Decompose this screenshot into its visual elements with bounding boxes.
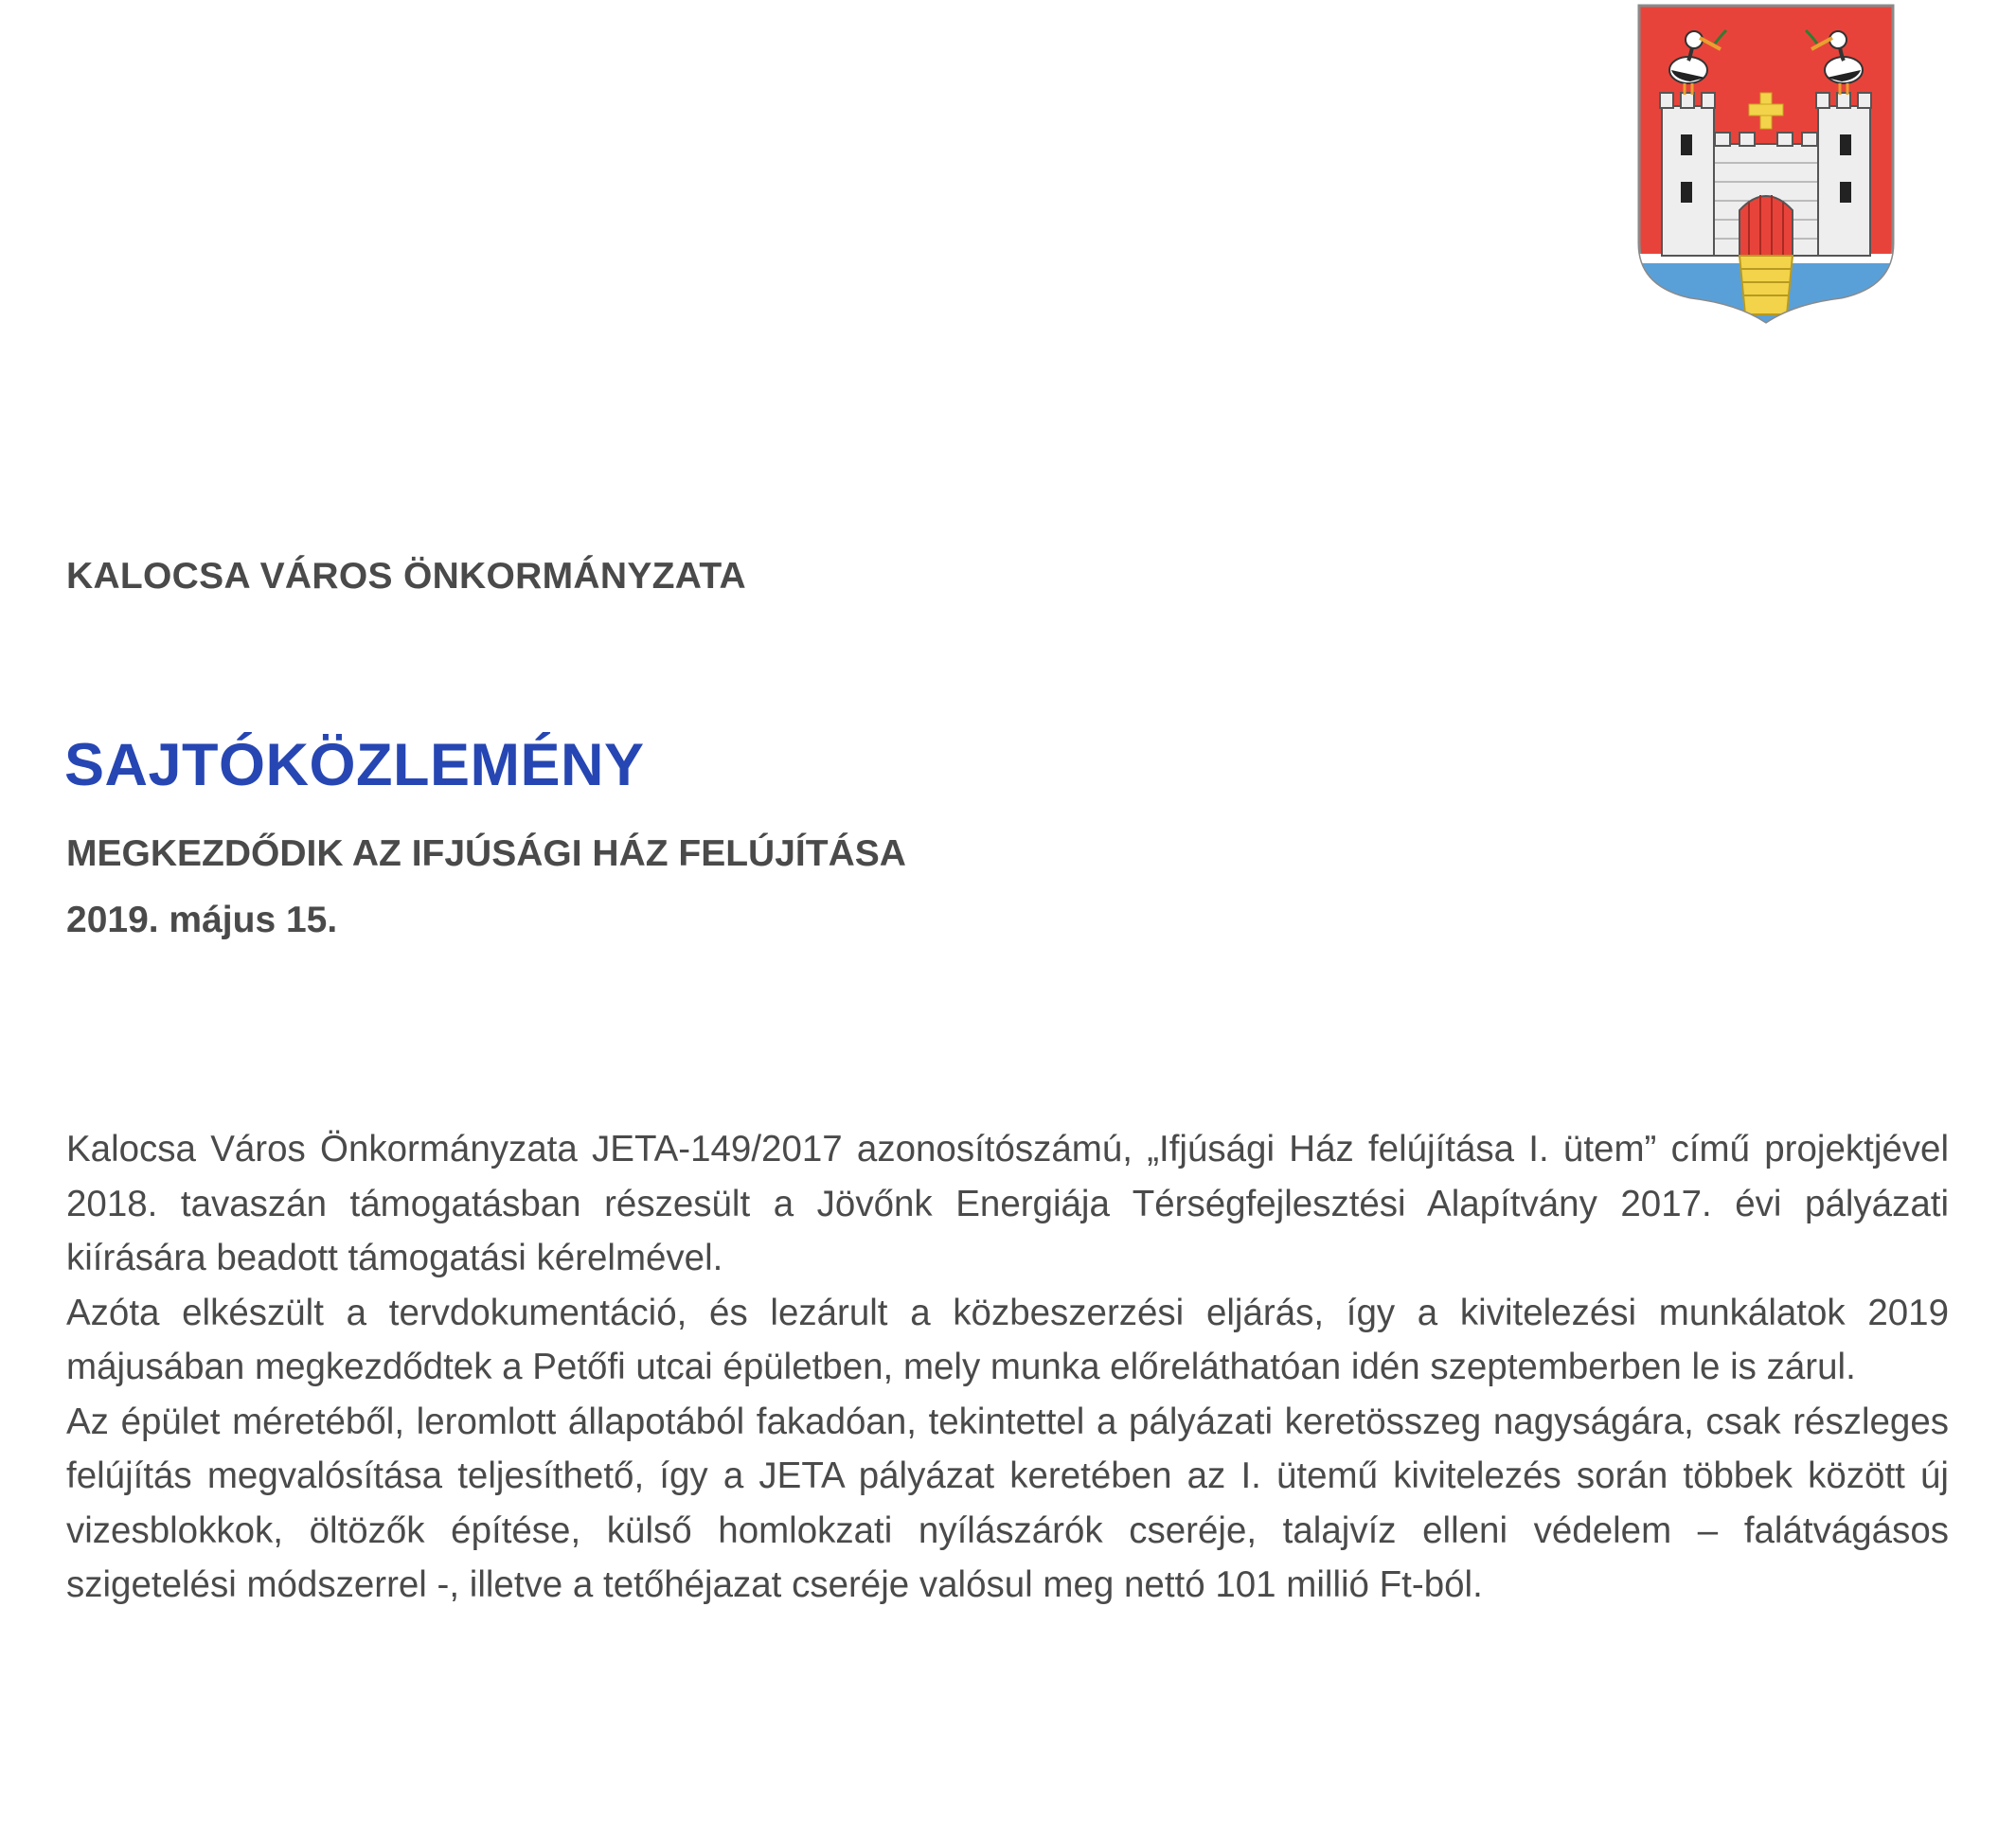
press-release-date: 2019. május 15. xyxy=(66,900,338,940)
kalocsa-coat-of-arms-icon xyxy=(1633,2,1899,324)
organization-name: KALOCSA VÁROS ÖNKORMÁNYZATA xyxy=(66,556,747,597)
press-release-headline: MEGKEZDŐDIK AZ IFJÚSÁGI HÁZ FELÚJÍTÁSA xyxy=(66,833,906,874)
press-release-body xyxy=(66,1122,1949,1613)
body-paragraph: Kalocsa Város Önkormányzata JETA-149/2017 azonosítószámú, „Ifjúsági Ház felújítása I. ütem” című projektjével 2018. tavaszán támogatásban részesült a Jövőnk Energiája Térségfejlesztési Alapítvány 2017. évi pályázati kiírására beadott támogatási kérelmével. xyxy=(66,1129,1949,1278)
body-paragraph: Az épület méretéből, leromlott állapotából fakadóan, tekintettel a pályázati keretösszeg nagyságára, csak részleges felújítás megvalósítása teljesíthető, így a JETA pályázat keretében az I. ütemű kivitelezés során többek között új vizesblokkok, öltözők építése, külső homlokzati nyílászárók cseréje, talajvíz elleni védelem – falátvágásos szigetelési módszerrel -, illetve a tetőhéjazat cseréje valósul meg nettó 101 millió Ft-ból. xyxy=(66,1401,1949,1605)
document-type-title: SAJTÓKÖZLEMÉNY xyxy=(64,732,645,798)
body-paragraph: Azóta elkészült a tervdokumentáció, és lezárult a közbeszerzési eljárás, így a kivitelezési munkálatok 2019 májusában megkezdődtek a Petőfi utcai épületben, mely munka előreláthatóan idén szeptemberben le is zárul. xyxy=(66,1292,1949,1387)
